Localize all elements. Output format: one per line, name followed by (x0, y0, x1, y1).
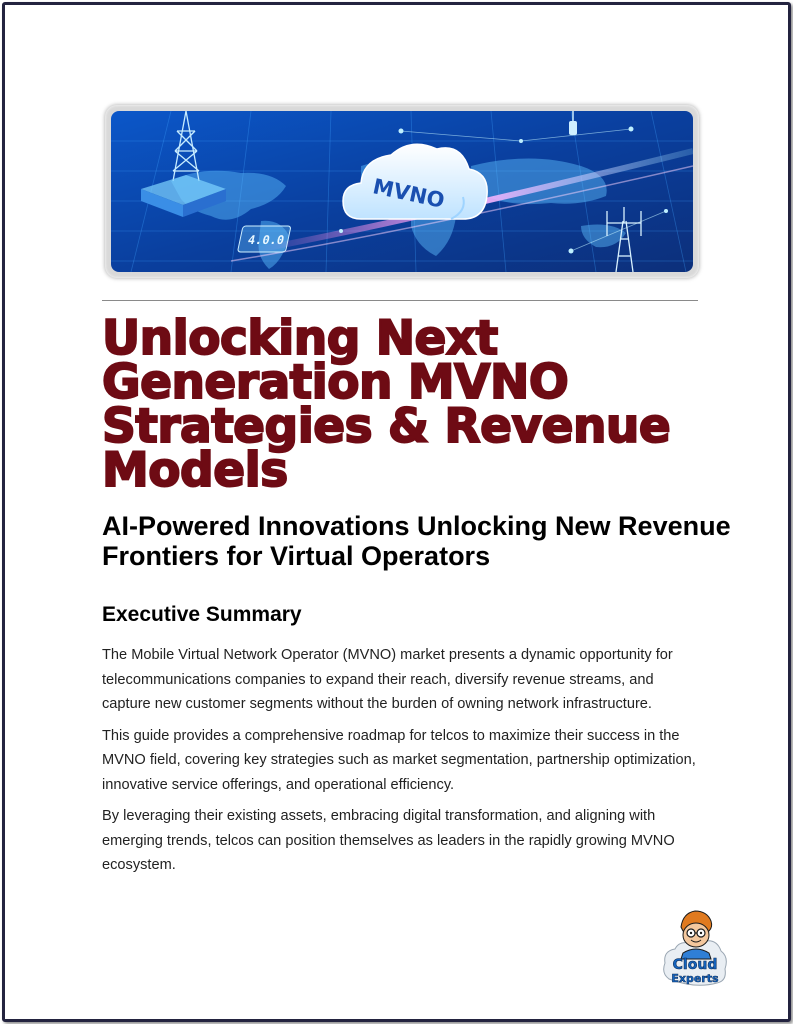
summary-paragraph: The Mobile Virtual Network Operator (MVNO) market presents a dynamic opportunity for telecommunications companies to expand their reach, diversify revenue streams, and capture new customer segments without the burden of owning network infrastructure. (102, 647, 673, 712)
svg-text:MVNO: MVNO (370, 174, 447, 213)
executive-summary-body (102, 643, 702, 885)
svg-text:4.0.0: 4.0.0 (246, 233, 286, 247)
holographic-panel (237, 226, 291, 252)
summary-paragraph: This guide provides a comprehensive roadmap for telcos to maximize their success in the MVNO field, covering key strategies such as market segmentation, partnership optimization, innovative service offerings, and operational efficiency. (102, 727, 696, 793)
cloud-experts-logo (661, 907, 729, 989)
document-page (2, 2, 791, 1022)
divider (102, 300, 698, 301)
svg-text:Cloud: Cloud (672, 957, 718, 973)
hero-image-frame (105, 105, 699, 278)
document-title: Unlocking Next Generation MVNO Strategies & Revenue Models (102, 311, 671, 498)
mvno-network-illustration (111, 111, 693, 272)
document-subtitle: AI-Powered Innovations Unlocking New Revenue Frontiers for Virtual Operators (102, 511, 731, 571)
section-heading: Executive Summary (102, 603, 302, 626)
svg-text:Experts: Experts (671, 972, 719, 985)
summary-paragraph: By leveraging their existing assets, embracing digital transformation, and aligning with emerging trends, telcos can position themselves as leaders in the rapidly growing MVNO ecosystem. (102, 808, 675, 873)
